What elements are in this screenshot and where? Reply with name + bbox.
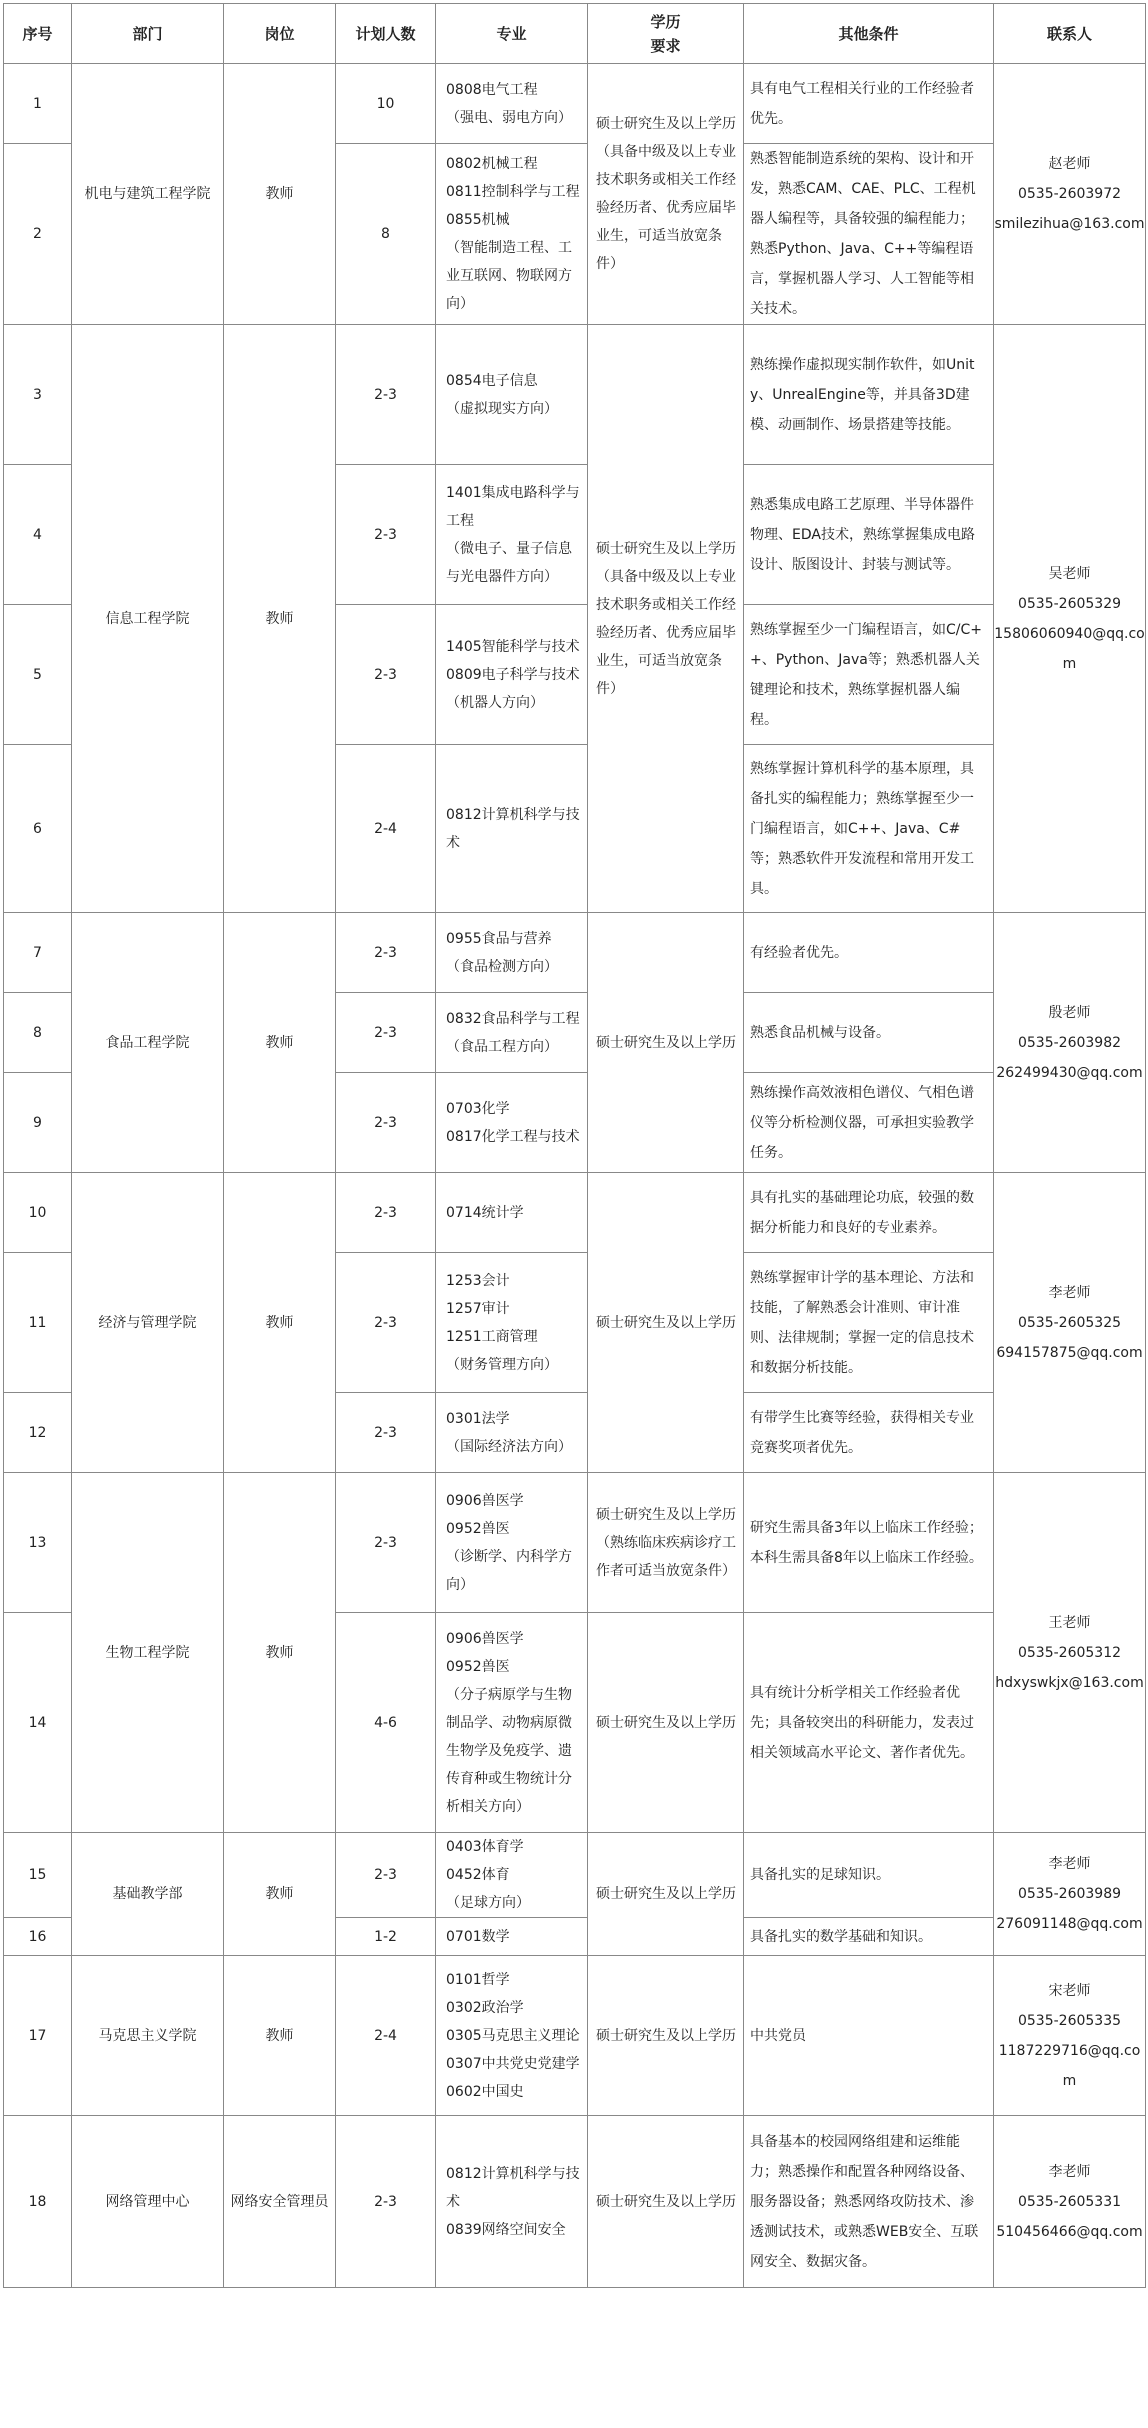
- major-cell: [436, 1473, 588, 1613]
- plan-count-cell: 2-3: [336, 1253, 436, 1393]
- contact-line: hdxyswkjx@163.com: [995, 1674, 1144, 1691]
- major-line: 0701数学: [446, 1928, 510, 1945]
- header-no: 序号: [4, 4, 72, 64]
- major-line: 0855机械: [446, 212, 510, 228]
- row-number: 16: [4, 1918, 72, 1956]
- condition-cell: 有经验者优先。: [744, 913, 994, 993]
- major-line: （微电子、量子信息与光电器件方向）: [446, 540, 572, 585]
- department-cell: 马克思主义学院: [72, 1956, 224, 2116]
- major-line: 0703化学: [446, 1100, 510, 1117]
- major-line: 0602中国史: [446, 2083, 524, 2100]
- contact-line: 510456466@qq.com: [996, 2223, 1143, 2240]
- row-number: 12: [4, 1393, 72, 1473]
- major-cell: [436, 1173, 588, 1253]
- contact-line: 宋老师: [1048, 1982, 1091, 1999]
- contact-line: 0535-2605329: [1017, 595, 1122, 612]
- major-line: 0812计算机科学与技术: [446, 2165, 580, 2210]
- plan-count-cell: 2-3: [336, 1393, 436, 1473]
- contact-cell: [994, 1173, 1146, 1473]
- plan-count-cell: 2-3: [336, 913, 436, 993]
- recruitment-table: [3, 3, 1146, 2288]
- major-line: （食品工程方向）: [446, 1038, 558, 1055]
- contact-line: 0535-2603972: [1017, 186, 1122, 202]
- major-line: 1401集成电路科学与工程: [446, 484, 580, 529]
- department-cell: 生物工程学院: [72, 1473, 224, 1833]
- major-cell: [436, 605, 588, 745]
- major-line: 0403体育学: [446, 1839, 524, 1855]
- table-row: [4, 1473, 1146, 1613]
- major-line: 0952兽医: [446, 1658, 510, 1675]
- contact-cell: [994, 1473, 1146, 1833]
- major-cell: [436, 1918, 588, 1956]
- post-cell: 教师: [224, 1833, 336, 1956]
- contact-line: 276091148@qq.com: [996, 1916, 1143, 1932]
- plan-count-cell: 2-3: [336, 993, 436, 1073]
- department-cell: 食品工程学院: [72, 913, 224, 1173]
- header-post: 岗位: [224, 4, 336, 64]
- major-line: 0811控制科学与工程: [446, 184, 580, 200]
- condition-cell: 中共党员: [744, 1956, 994, 2116]
- education-cell: 硕士研究生及以上学历（具备中级及以上专业技术职务或相关工作经验经历者、优秀应届毕业生，可适当放宽条件）: [588, 64, 744, 325]
- contact-line: 吴老师: [1048, 565, 1091, 582]
- major-cell: [436, 993, 588, 1073]
- major-line: 0452体育: [446, 1867, 510, 1883]
- plan-count-cell: 2-4: [336, 745, 436, 913]
- plan-count-cell: 2-3: [336, 325, 436, 465]
- plan-count-cell: 10: [336, 64, 436, 144]
- major-line: 0839网络空间安全: [446, 2221, 566, 2238]
- row-number: 18: [4, 2116, 72, 2288]
- department-cell: 网络管理中心: [72, 2116, 224, 2288]
- major-line: 0305马克思主义理论: [446, 2027, 580, 2044]
- major-cell: [436, 1956, 588, 2116]
- header-dept: 部门: [72, 4, 224, 64]
- major-line: 0952兽医: [446, 1520, 510, 1537]
- row-number: 10: [4, 1173, 72, 1253]
- table-row: [4, 64, 1146, 144]
- major-cell: [436, 1253, 588, 1393]
- condition-cell: 熟悉食品机械与设备。: [744, 993, 994, 1073]
- major-line: （食品检测方向）: [446, 958, 558, 975]
- major-line: （智能制造工程、工业互联网、物联网方向）: [446, 240, 572, 312]
- table-row: [4, 1173, 1146, 1253]
- header-contact: 联系人: [994, 4, 1146, 64]
- contact-line: 李老师: [1048, 2163, 1091, 2180]
- contact-line: 0535-2603989: [1017, 1886, 1122, 1902]
- major-cell: [436, 1393, 588, 1473]
- post-cell: 教师: [224, 913, 336, 1173]
- department-cell: 经济与管理学院: [72, 1173, 224, 1473]
- plan-count-cell: 4-6: [336, 1613, 436, 1833]
- education-cell: 硕士研究生及以上学历: [588, 1833, 744, 1956]
- table-row: [4, 325, 1146, 465]
- major-cell: [436, 465, 588, 605]
- condition-cell: 熟练操作高效液相色谱仪、气相色谱仪等分析检测仪器，可承担实验教学任务。: [744, 1073, 994, 1173]
- plan-count-cell: 2-3: [336, 605, 436, 745]
- header-count: 计划人数: [336, 4, 436, 64]
- major-line: （足球方向）: [446, 1895, 530, 1911]
- condition-cell: 熟练操作虚拟现实制作软件，如Unity、UnrealEngine等，并具备3D建模、动画制作、场景搭建等技能。: [744, 325, 994, 465]
- major-cell: [436, 1833, 588, 1918]
- condition-cell: 具有扎实的基础理论功底，较强的数据分析能力和良好的专业素养。: [744, 1173, 994, 1253]
- major-line: 1251工商管理: [446, 1328, 538, 1345]
- plan-count-cell: 2-3: [336, 1173, 436, 1253]
- education-cell: 硕士研究生及以上学历: [588, 1173, 744, 1473]
- condition-cell: 熟练掌握计算机科学的基本原理，具备扎实的编程能力；熟练掌握至少一门编程语言，如C++、Java、C#等；熟悉软件开发流程和常用开发工具。: [744, 745, 994, 913]
- contact-line: 赵老师: [1048, 156, 1091, 172]
- major-cell: [436, 144, 588, 325]
- major-line: （财务管理方向）: [446, 1356, 558, 1373]
- major-line: 0817化学工程与技术: [446, 1128, 580, 1145]
- major-line: （强电、弱电方向）: [446, 109, 572, 126]
- plan-count-cell: 2-3: [336, 465, 436, 605]
- header-row: [4, 4, 1146, 64]
- contact-cell: [994, 913, 1146, 1173]
- row-number: 5: [4, 605, 72, 745]
- education-cell: 硕士研究生及以上学历（具备中级及以上专业技术职务或相关工作经验经历者、优秀应届毕业生，可适当放宽条件）: [588, 325, 744, 913]
- major-line: （虚拟现实方向）: [446, 400, 558, 417]
- contact-line: 262499430@qq.com: [996, 1064, 1143, 1081]
- row-number: 14: [4, 1613, 72, 1833]
- contact-cell: [994, 64, 1146, 325]
- major-line: 0832食品科学与工程: [446, 1010, 580, 1027]
- condition-cell: 熟悉集成电路工艺原理、半导体器件物理、EDA技术，熟练掌握集成电路设计、版图设计、封装与测试等。: [744, 465, 994, 605]
- contact-cell: [994, 325, 1146, 913]
- major-line: 0854电子信息: [446, 372, 538, 389]
- contact-line: 李老师: [1048, 1856, 1091, 1872]
- education-cell: 硕士研究生及以上学历: [588, 913, 744, 1173]
- contact-line: 0535-2605335: [1017, 2012, 1122, 2029]
- header-major: 专业: [436, 4, 588, 64]
- major-cell: [436, 1073, 588, 1173]
- major-line: （国际经济法方向）: [446, 1438, 572, 1455]
- condition-cell: 研究生需具备3年以上临床工作经验；本科生需具备8年以上临床工作经验。: [744, 1473, 994, 1613]
- education-cell: 硕士研究生及以上学历（熟练临床疾病诊疗工作者可适当放宽条件）: [588, 1473, 744, 1613]
- major-line: 0812计算机科学与技术: [446, 806, 580, 851]
- header-edu: 学历 要求: [588, 4, 744, 64]
- post-cell: 教师: [224, 1473, 336, 1833]
- major-cell: [436, 913, 588, 993]
- major-cell: [436, 2116, 588, 2288]
- condition-cell: 具有电气工程相关行业的工作经验者优先。: [744, 64, 994, 144]
- major-cell: [436, 325, 588, 465]
- table-row: [4, 1833, 1146, 1918]
- major-line: 1253会计: [446, 1272, 510, 1289]
- contact-line: 0535-2605312: [1017, 1644, 1122, 1661]
- major-line: （分子病原学与生物制品学、动物病原微生物学及免疫学、遗传育种或生物统计分析相关方向）: [446, 1686, 572, 1815]
- row-number: 8: [4, 993, 72, 1073]
- major-line: 0906兽医学: [446, 1492, 524, 1509]
- row-number: 1: [4, 64, 72, 144]
- contact-line: 15806060940@qq.com: [994, 625, 1145, 672]
- contact-line: 0535-2605331: [1017, 2193, 1122, 2210]
- contact-cell: [994, 2116, 1146, 2288]
- contact-line: 1187229716@qq.com: [998, 2042, 1141, 2089]
- major-line: 0714统计学: [446, 1204, 524, 1221]
- header-cond: 其他条件: [744, 4, 994, 64]
- condition-cell: 具备扎实的足球知识。: [744, 1833, 994, 1918]
- department-cell: 信息工程学院: [72, 325, 224, 913]
- row-number: 2: [4, 144, 72, 325]
- row-number: 6: [4, 745, 72, 913]
- education-cell: 硕士研究生及以上学历: [588, 1956, 744, 2116]
- contact-line: 0535-2603982: [1017, 1034, 1122, 1051]
- plan-count-cell: 2-3: [336, 1473, 436, 1613]
- major-line: 0809电子科学与技术: [446, 666, 580, 683]
- major-line: 0955食品与营养: [446, 930, 552, 947]
- row-number: 13: [4, 1473, 72, 1613]
- contact-line: smilezihua@163.com: [994, 216, 1145, 232]
- education-cell: 硕士研究生及以上学历: [588, 2116, 744, 2288]
- condition-cell: 熟练掌握至少一门编程语言，如C/C++、Python、Java等；熟悉机器人关键理论和技术，熟练掌握机器人编程。: [744, 605, 994, 745]
- plan-count-cell: 1-2: [336, 1918, 436, 1956]
- education-cell: 硕士研究生及以上学历: [588, 1613, 744, 1833]
- table-row: [4, 1956, 1146, 2116]
- contact-line: 694157875@qq.com: [996, 1344, 1143, 1361]
- major-cell: [436, 1613, 588, 1833]
- table-row: [4, 913, 1146, 993]
- condition-cell: 具有统计分析学相关工作经验者优先；具备较突出的科研能力，发表过相关领域高水平论文、著作者优先。: [744, 1613, 994, 1833]
- contact-cell: [994, 1833, 1146, 1956]
- major-line: 0302政治学: [446, 1999, 524, 2016]
- post-cell: 网络安全管理员: [224, 2116, 336, 2288]
- row-number: 9: [4, 1073, 72, 1173]
- contact-line: 李老师: [1048, 1284, 1091, 1301]
- row-number: 11: [4, 1253, 72, 1393]
- post-cell: 教师: [224, 1956, 336, 2116]
- row-number: 17: [4, 1956, 72, 2116]
- major-line: 0906兽医学: [446, 1630, 524, 1647]
- major-line: 1257审计: [446, 1300, 510, 1317]
- plan-count-cell: 8: [336, 144, 436, 325]
- major-line: 0101哲学: [446, 1971, 510, 1988]
- contact-line: 殷老师: [1048, 1004, 1091, 1021]
- row-number: 3: [4, 325, 72, 465]
- row-number: 7: [4, 913, 72, 993]
- contact-cell: [994, 1956, 1146, 2116]
- plan-count-cell: 2-3: [336, 1073, 436, 1173]
- major-cell: [436, 745, 588, 913]
- major-line: 1405智能科学与技术: [446, 638, 580, 655]
- major-line: 0802机械工程: [446, 156, 538, 172]
- row-number: 15: [4, 1833, 72, 1918]
- table-row: [4, 2116, 1146, 2288]
- major-line: 0301法学: [446, 1410, 510, 1427]
- condition-cell: 熟练掌握审计学的基本理论、方法和技能，了解熟悉会计准则、审计准则、法律规制；掌握一定的信息技术和数据分析技能。: [744, 1253, 994, 1393]
- plan-count-cell: 2-3: [336, 2116, 436, 2288]
- major-line: （机器人方向）: [446, 694, 544, 711]
- major-line: （诊断学、内科学方向）: [446, 1548, 572, 1593]
- major-line: 0808电气工程: [446, 81, 538, 98]
- major-line: 0307中共党史党建学: [446, 2055, 580, 2072]
- condition-cell: 熟悉智能制造系统的架构、设计和开发，熟悉CAM、CAE、PLC、工程机器人编程等，具备较强的编程能力；熟悉Python、Java、C++等编程语言，掌握机器人学习、人工智能等相关技术。: [744, 144, 994, 325]
- condition-cell: 有带学生比赛等经验，获得相关专业竞赛奖项者优先。: [744, 1393, 994, 1473]
- condition-cell: 具备基本的校园网络组建和运维能力；熟悉操作和配置各种网络设备、服务器设备；熟悉网络攻防技术、渗透测试技术，或熟悉WEB安全、互联网安全、数据灾备。: [744, 2116, 994, 2288]
- department-cell: 机电与建筑工程学院: [72, 64, 224, 325]
- department-cell: 基础教学部: [72, 1833, 224, 1956]
- row-number: 4: [4, 465, 72, 605]
- condition-cell: 具备扎实的数学基础和知识。: [744, 1918, 994, 1956]
- post-cell: 教师: [224, 1173, 336, 1473]
- post-cell: 教师: [224, 64, 336, 325]
- plan-count-cell: 2-4: [336, 1956, 436, 2116]
- post-cell: 教师: [224, 325, 336, 913]
- major-cell: [436, 64, 588, 144]
- contact-line: 王老师: [1048, 1614, 1091, 1631]
- plan-count-cell: 2-3: [336, 1833, 436, 1918]
- contact-line: 0535-2605325: [1017, 1314, 1122, 1331]
